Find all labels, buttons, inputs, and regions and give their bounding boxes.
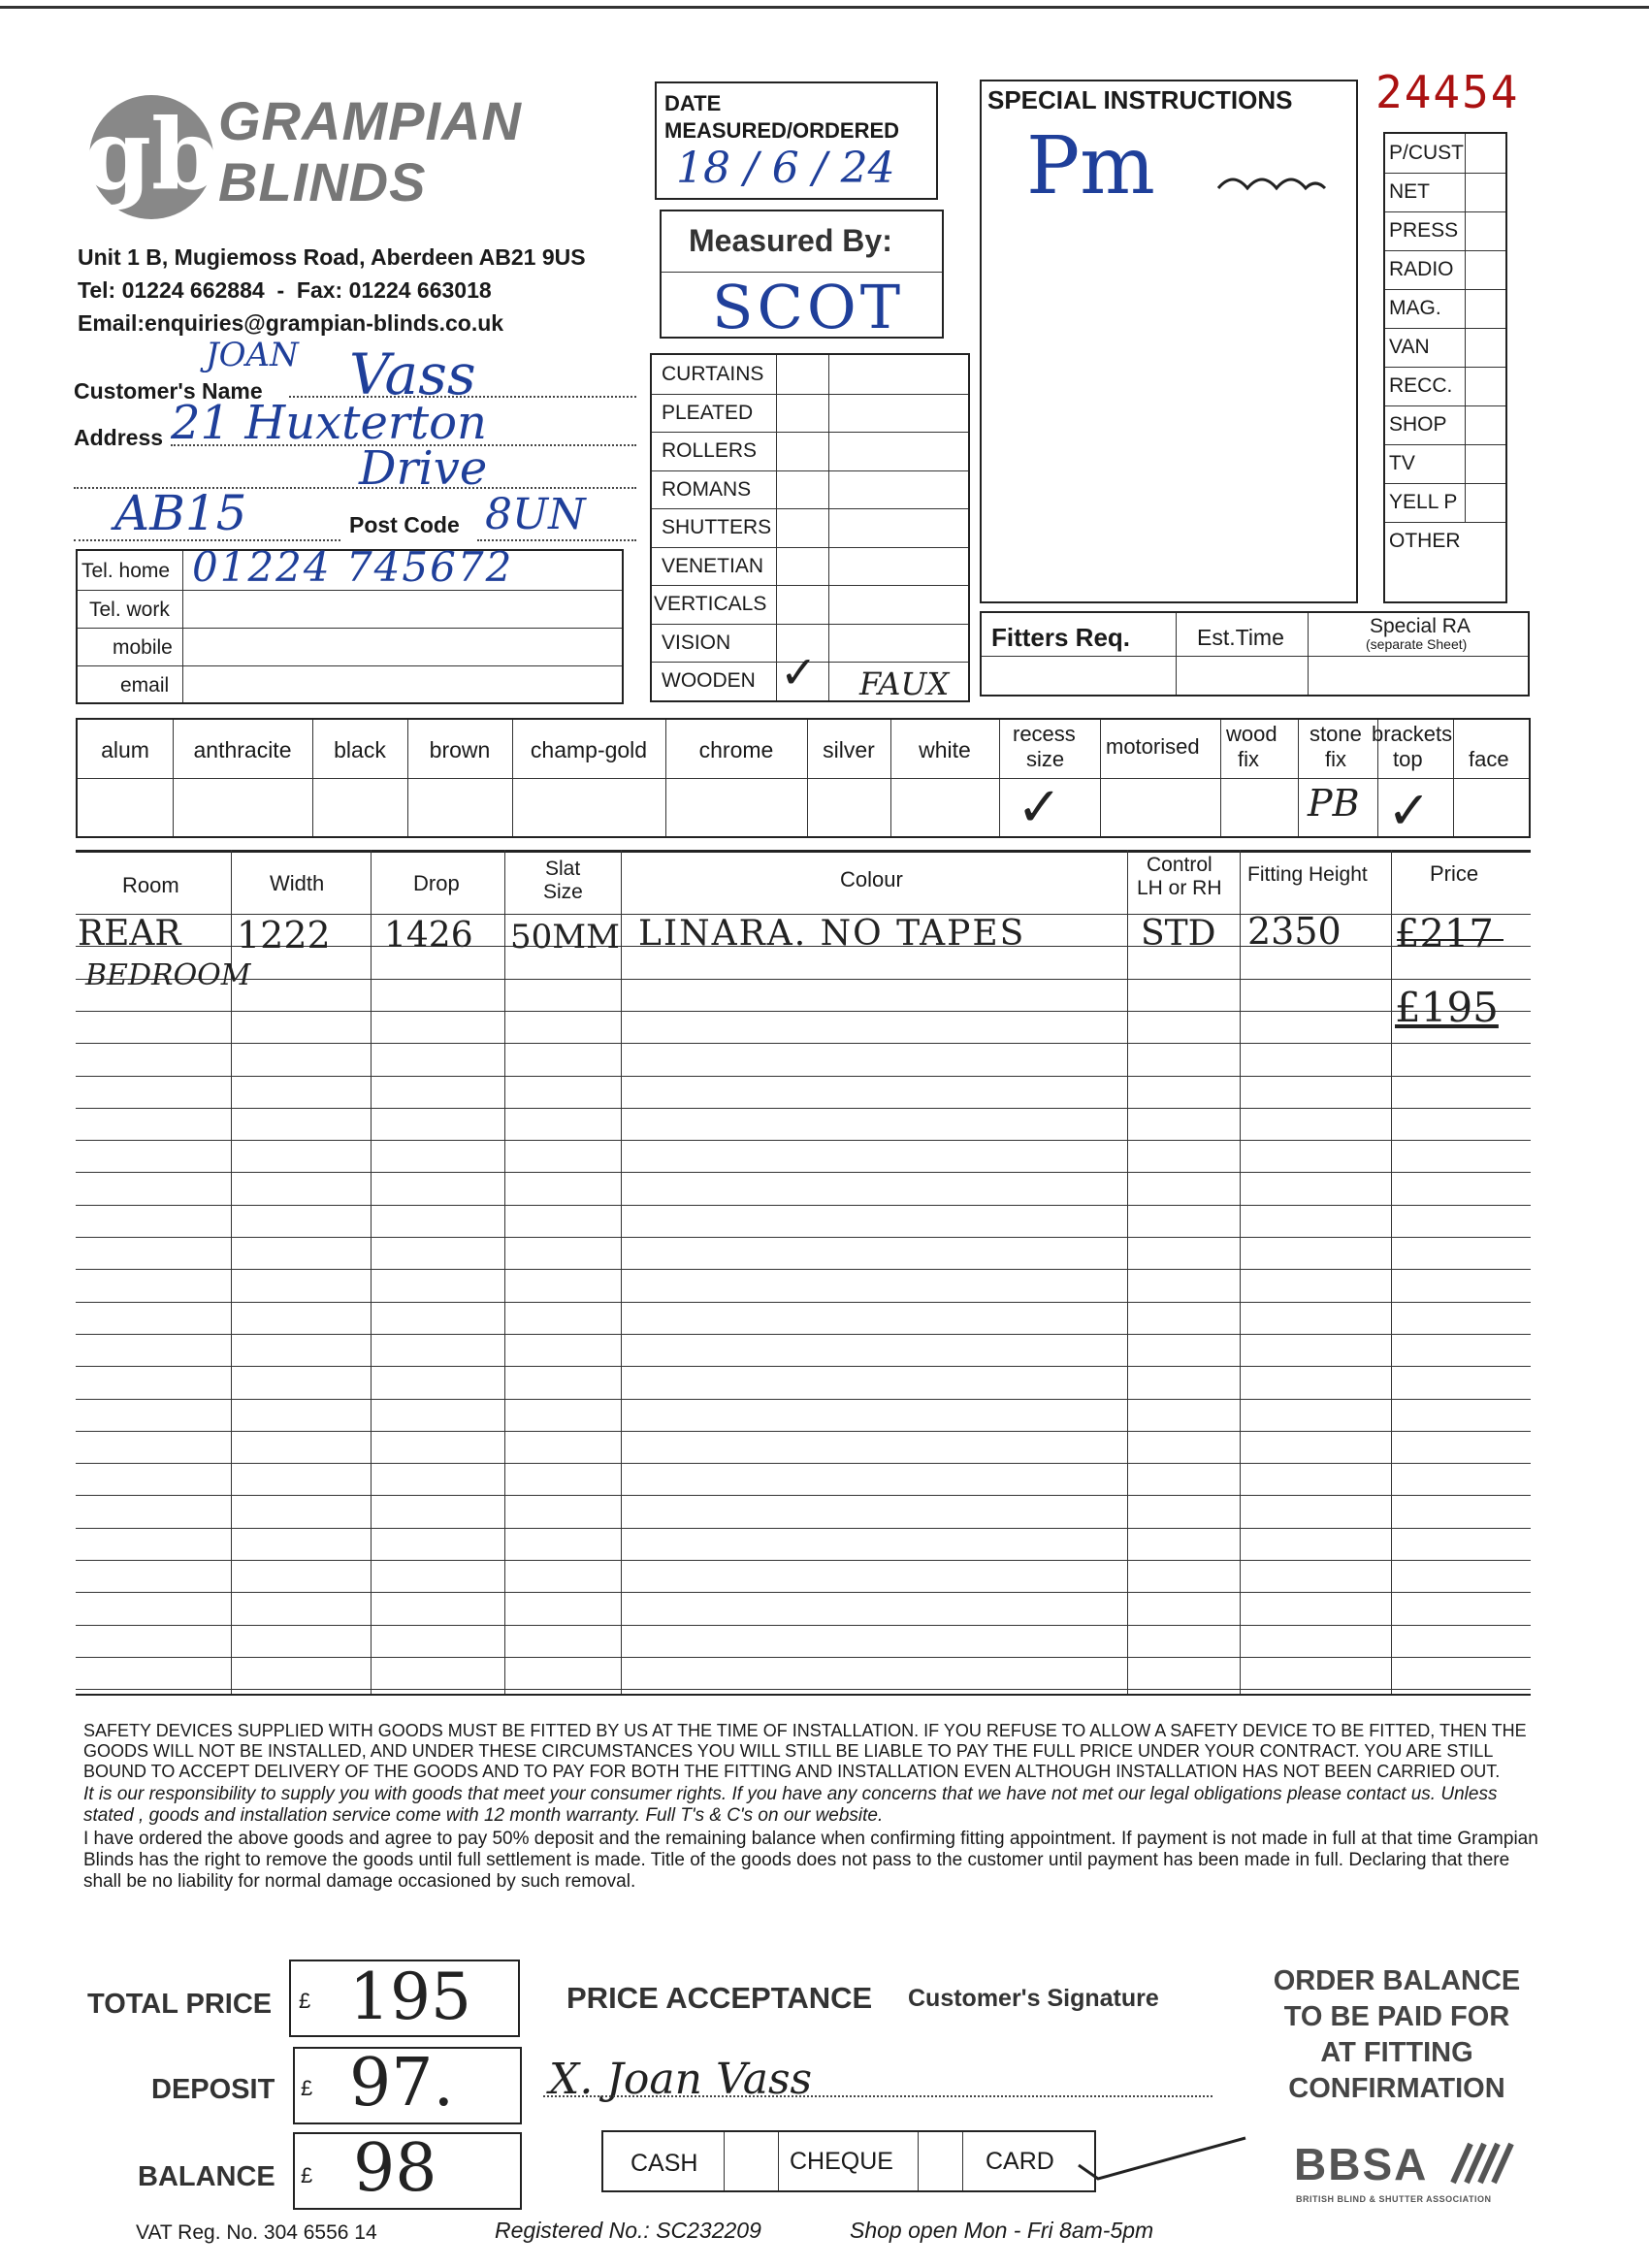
row1-fitting-height[interactable]: 2350: [1247, 910, 1342, 953]
date-box: [655, 81, 938, 200]
measured-by-box: [660, 210, 944, 342]
finish-alum: alum: [101, 737, 149, 762]
order-balance-notice: ORDER BALANCE TO BE PAID FOR AT FITTING CONFIRMATION: [1273, 1965, 1521, 2104]
payment-methods: [601, 2130, 1096, 2192]
row1-slat[interactable]: 50MM: [510, 918, 620, 956]
finish-chrome: chrome: [698, 737, 774, 762]
contact-table: [76, 543, 624, 704]
svg-text:gb: gb: [83, 97, 219, 211]
signature-line: [543, 2095, 1212, 2097]
vat-number: VAT Reg. No. 304 6556 14: [136, 2221, 377, 2244]
customer-first-name: JOAN: [206, 336, 299, 374]
total-price-value[interactable]: 195: [349, 1960, 471, 2034]
registered-number: Registered No.: SC232209: [495, 2218, 761, 2243]
est-time-label: Est.Time: [1197, 625, 1284, 650]
customer-surname: Vass: [349, 341, 476, 407]
special-instructions-scribble: [1214, 159, 1331, 198]
order-table: [76, 850, 1531, 1703]
source-net: NET: [1389, 180, 1430, 203]
source-yell-p: YELL P: [1389, 491, 1458, 513]
special-instructions-box: [980, 80, 1358, 603]
source-van: VAN: [1389, 336, 1430, 358]
header-width: Width: [270, 871, 325, 895]
source-table: [1383, 132, 1507, 603]
wooden-tick: ✓: [780, 646, 818, 698]
header-room: Room: [122, 873, 179, 897]
brackets-label: brackets: [1372, 722, 1453, 746]
address-line1-value: 21 Huxterton: [171, 396, 487, 450]
row1-colour[interactable]: LINARA. NO TAPES: [638, 914, 1026, 954]
tel-home-value[interactable]: 01224 745672: [192, 543, 514, 591]
payment-cheque[interactable]: CHEQUE: [790, 2148, 893, 2175]
wooden-note: FAUX: [859, 665, 950, 702]
source-tv: TV: [1389, 452, 1415, 474]
finish-brown: brown: [429, 737, 491, 762]
product-type-shutters: SHUTTERS: [662, 516, 772, 538]
payment-card[interactable]: CARD: [986, 2148, 1054, 2175]
recess-label-2: size: [1026, 747, 1065, 771]
customer-signature[interactable]: X. Joan Vass: [549, 2055, 813, 2104]
page-top-border: [0, 6, 1649, 9]
legal-text: [83, 1721, 1538, 1893]
postcode-label: Post Code: [349, 512, 460, 537]
balance-box: £ 98: [293, 2132, 522, 2210]
address-line2-value: Drive: [359, 441, 488, 496]
source-shop: SHOP: [1389, 413, 1447, 436]
brackets-top-tick: ✓: [1387, 780, 1432, 841]
product-type-verticals: VERTICALS: [654, 593, 767, 615]
payment-cash[interactable]: CASH: [630, 2150, 698, 2177]
balance-value[interactable]: 98: [353, 2130, 437, 2207]
date-value[interactable]: 18 / 6 / 24: [676, 144, 895, 193]
deposit-value[interactable]: 97.: [349, 2045, 455, 2122]
header-fitting-height: Fitting Height: [1247, 863, 1368, 886]
recess-label-1: recess: [1013, 722, 1076, 746]
row1-width[interactable]: 1222: [237, 914, 331, 956]
fitters-req-label: Fitters Req.: [991, 623, 1131, 652]
header-control-1: Control: [1147, 854, 1212, 876]
header-slat-2: Size: [543, 881, 583, 903]
special-ra-sub: (separate Sheet): [1366, 636, 1468, 652]
date-label-line2: MEASURED/ORDERED: [664, 118, 900, 143]
finish-white: white: [919, 737, 971, 762]
stone-fix-label-2: fix: [1325, 747, 1346, 771]
serial-number: 24454: [1375, 66, 1520, 118]
source-recc: RECC.: [1389, 374, 1453, 397]
brackets-top-label: top: [1393, 747, 1423, 771]
header-drop: Drop: [413, 871, 460, 895]
finish-silver: silver: [823, 737, 875, 762]
header-price: Price: [1430, 861, 1479, 886]
product-type-rollers: ROLLERS: [662, 439, 758, 462]
company-name-line1: GRAMPIAN: [218, 90, 522, 151]
company-name-line2: BLINDS: [218, 151, 427, 212]
measured-by-value[interactable]: SCOT: [712, 272, 905, 342]
tel-home-label: Tel. home: [81, 560, 171, 582]
special-instructions-value[interactable]: Pm: [1026, 120, 1155, 212]
legal-safety: SAFETY DEVICES SUPPLIED WITH GOODS MUST BE FITTED BY US AT THE TIME OF INSTALLATION. IF YOU REFUSE TO ALLOW A SAFETY DEVICE TO BE FITTED, THEN THE GOODS WILL NOT BE INSTALLED, AND UNDER THESE CIRCUMSTANCES YOU WILL STILL BE LIABLE TO PAY THE FULL PRICE UNDER YOUR CONTRACT. YOU ARE STILL BOUND TO ACCEPT DELIVERY OF THE GOODS AND TO PAY FOR BOTH THE FITTING AND INSTALLATION EVEN ALTHOUGH INSTALLATION HAS NOT BEEN CARRIED OUT.: [83, 1721, 1527, 1781]
postcode-line-2: [477, 539, 636, 541]
fitters-box: [980, 611, 1530, 697]
source-press: PRESS: [1389, 219, 1459, 242]
source-mag: MAG.: [1389, 297, 1441, 319]
finish-champ-gold: champ-gold: [530, 737, 648, 762]
header-colour: Colour: [840, 867, 903, 891]
stone-fix-label-1: stone: [1310, 722, 1362, 746]
tel-work-label: Tel. work: [89, 599, 170, 621]
address-label: Address: [74, 425, 164, 450]
wood-fix-label-1: wood: [1226, 722, 1277, 746]
bbsa-sub: BRITISH BLIND & SHUTTER ASSOCIATION: [1296, 2194, 1492, 2204]
balance-label: BALANCE: [138, 2161, 275, 2192]
customer-signature-label: Customer's Signature: [908, 1985, 1159, 2012]
deposit-label: DEPOSIT: [151, 2074, 275, 2105]
row1-price-revised[interactable]: £195: [1395, 984, 1499, 1031]
finish-black: black: [334, 737, 386, 762]
header-slat-1: Slat: [545, 858, 581, 880]
price-acceptance-label: PRICE ACCEPTANCE: [566, 1981, 873, 2015]
company-email: Email:enquiries@grampian-blinds.co.uk: [78, 310, 504, 336]
product-type-vision: VISION: [662, 631, 731, 654]
row1-room-line2[interactable]: BEDROOM: [85, 958, 251, 992]
bbsa-logo: BBSA: [1294, 2139, 1429, 2189]
postcode-part1: AB15: [114, 485, 247, 541]
recess-tick: ✓: [1017, 776, 1062, 839]
finish-options-table: [76, 718, 1531, 841]
card-tick-icon: [1075, 2130, 1249, 2188]
company-address: Unit 1 B, Mugiemoss Road, Aberdeen AB21 9US: [78, 244, 586, 270]
row1-room-line1[interactable]: REAR: [78, 914, 181, 954]
bbsa-stripes-icon: [1449, 2142, 1517, 2185]
total-price-label: TOTAL PRICE: [87, 1989, 273, 2020]
stone-fix-value: PB: [1308, 782, 1360, 825]
total-price-box: £ 195: [289, 1960, 520, 2037]
source-p-cust: P/CUST: [1389, 142, 1465, 164]
product-type-curtains: CURTAINS: [662, 363, 764, 385]
postcode-part2: 8UN: [485, 490, 586, 539]
product-type-wooden: WOODEN: [662, 669, 756, 692]
postcode-line-1: [74, 539, 340, 541]
email-label: email: [120, 674, 170, 697]
customer-name-label: Customer's Name: [74, 378, 263, 404]
measured-by-label: Measured By:: [689, 223, 892, 258]
shop-hours: Shop open Mon - Fri 8am-5pm: [850, 2218, 1154, 2243]
product-type-table: [650, 353, 970, 702]
gb-logo-icon: [76, 89, 221, 225]
legal-rights: It is our responsibility to supply you with goods that meet your consumer rights. If you have any concerns that we have not met our legal obligations please contact us. Unless stated , goods and installation service come with 12 month warranty. Full T's & C's on our website.: [83, 1784, 1498, 1826]
legal-payment: I have ordered the above goods and agree to pay 50% deposit and the remaining balance when confirming fitting appointment. If payment is not made in full at that time Grampian Blinds has the right to remove the goods until full settlement is made. Title of the goods does not pass to the customer until payment has been made in full. Declaring that there shall be no liability for normal damage occasioned by such removal.: [83, 1829, 1538, 1892]
header-control-2: LH or RH: [1137, 877, 1222, 899]
motorised-label: motorised: [1106, 734, 1200, 759]
source-radio: RADIO: [1389, 258, 1454, 280]
deposit-box: £ 97.: [293, 2047, 522, 2124]
product-type-romans: ROMANS: [662, 477, 752, 501]
brackets-face-label: face: [1469, 747, 1509, 771]
wood-fix-label-2: fix: [1238, 747, 1259, 771]
special-instructions-label: SPECIAL INSTRUCTIONS: [987, 85, 1293, 114]
special-ra-label: Special RA: [1370, 615, 1471, 637]
company-logo: [76, 89, 221, 225]
mobile-label: mobile: [113, 636, 173, 659]
date-label-line1: DATE: [664, 91, 722, 115]
row1-price-strike: [1397, 939, 1504, 941]
product-type-venetian: VENETIAN: [662, 554, 764, 577]
source-other: OTHER: [1389, 530, 1461, 552]
row1-control[interactable]: STD: [1141, 914, 1216, 954]
row1-drop[interactable]: 1426: [384, 916, 473, 956]
product-type-pleated: PLEATED: [662, 401, 754, 424]
finish-anthracite: anthracite: [193, 737, 292, 762]
company-tel-fax: Tel: 01224 662884 - Fax: 01224 663018: [78, 277, 492, 303]
row1-price[interactable]: £217: [1395, 912, 1494, 956]
